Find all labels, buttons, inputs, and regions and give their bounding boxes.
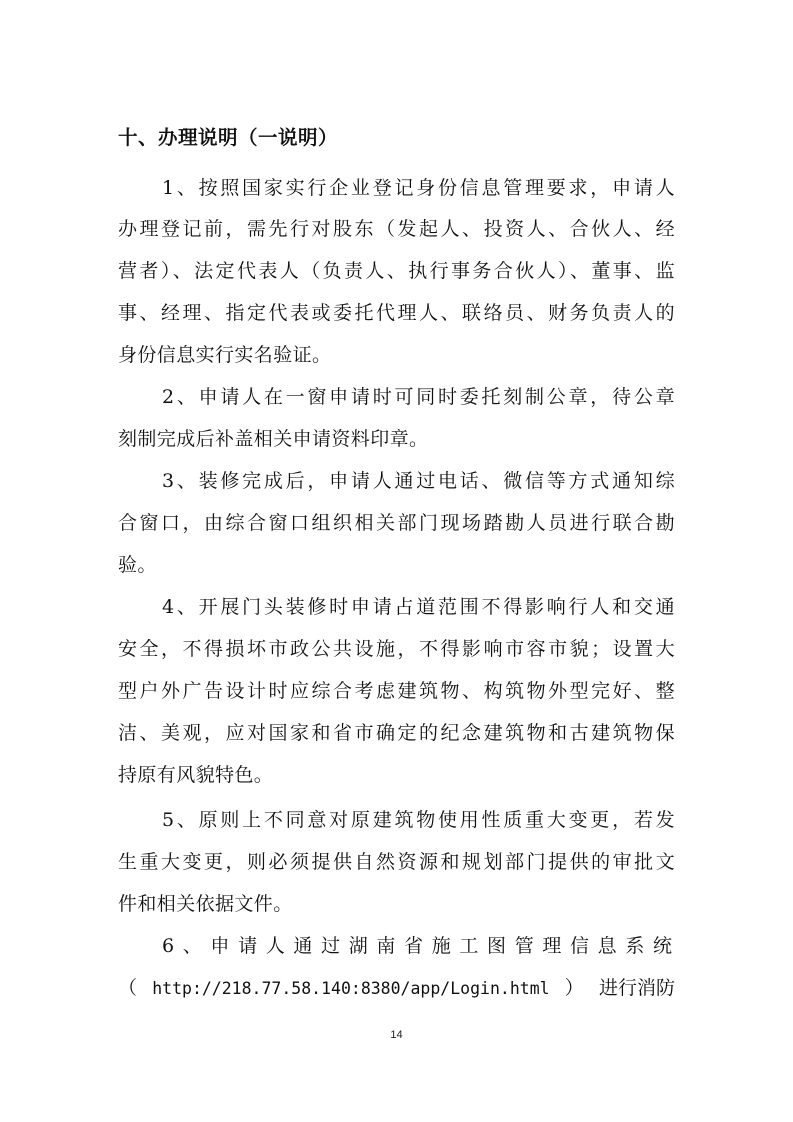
url-line (118, 973, 675, 1004)
paragraph-line: 事、经理、指定代表或委托代理人、联络员、财务负责人的 (118, 302, 675, 324)
paragraph-line: 持原有风貌特色。 (118, 764, 274, 786)
url-open-paren: （ (118, 977, 138, 999)
system-url: http://218.77.58.140:8380/app/Login.html (152, 979, 550, 998)
paragraph-line: 6、申请人通过湖南省施工图管理信息系统 (162, 935, 675, 957)
paragraph-line: 刻制完成后补盖相关申请资料印章。 (118, 428, 429, 450)
page-number: 14 (390, 1029, 403, 1041)
paragraph-line: 安全，不得损坏市政公共设施，不得影响市容市貌；设置大 (118, 638, 675, 660)
paragraph-line: 办理登记前，需先行对股东（发起人、投资人、合伙人、经 (118, 218, 675, 240)
paragraph-line: 2、申请人在一窗申请时可同时委托刻制公章，待公章 (162, 386, 675, 408)
url-line-tail: 进行消防 (598, 977, 675, 999)
paragraph-line: 营者）、法定代表人（负责人、执行事务合伙人）、董事、监 (118, 260, 675, 282)
paragraph-line: 3、装修完成后，申请人通过电话、微信等方式通知综 (162, 470, 675, 492)
paragraph-line: 洁、美观，应对国家和省市确定的纪念建筑物和古建筑物保 (118, 722, 675, 744)
paragraph-line: 合窗口，由综合窗口组织相关部门现场踏勘人员进行联合勘 (118, 512, 675, 534)
paragraph-line: 5、原则上不同意对原建筑物使用性质重大变更，若发 (162, 809, 675, 831)
paragraph-line: 型户外广告设计时应综合考虑建筑物、构筑物外型完好、整 (118, 680, 675, 702)
url-close-paren: ） (564, 977, 584, 999)
paragraph-line: 1、按照国家实行企业登记身份信息管理要求，申请人 (162, 177, 675, 199)
paragraph-line: 验。 (118, 554, 157, 576)
paragraph-line: 件和相关依据文件。 (118, 893, 293, 915)
paragraph-line: 身份信息实行实名验证。 (118, 344, 332, 366)
paragraph-line: 生重大变更，则必须提供自然资源和规划部门提供的审批文 (118, 851, 675, 873)
paragraph-line: 4、开展门头装修时申请占道范围不得影响行人和交通 (162, 596, 675, 618)
section-heading: 十、办理说明（一说明） (118, 126, 339, 149)
